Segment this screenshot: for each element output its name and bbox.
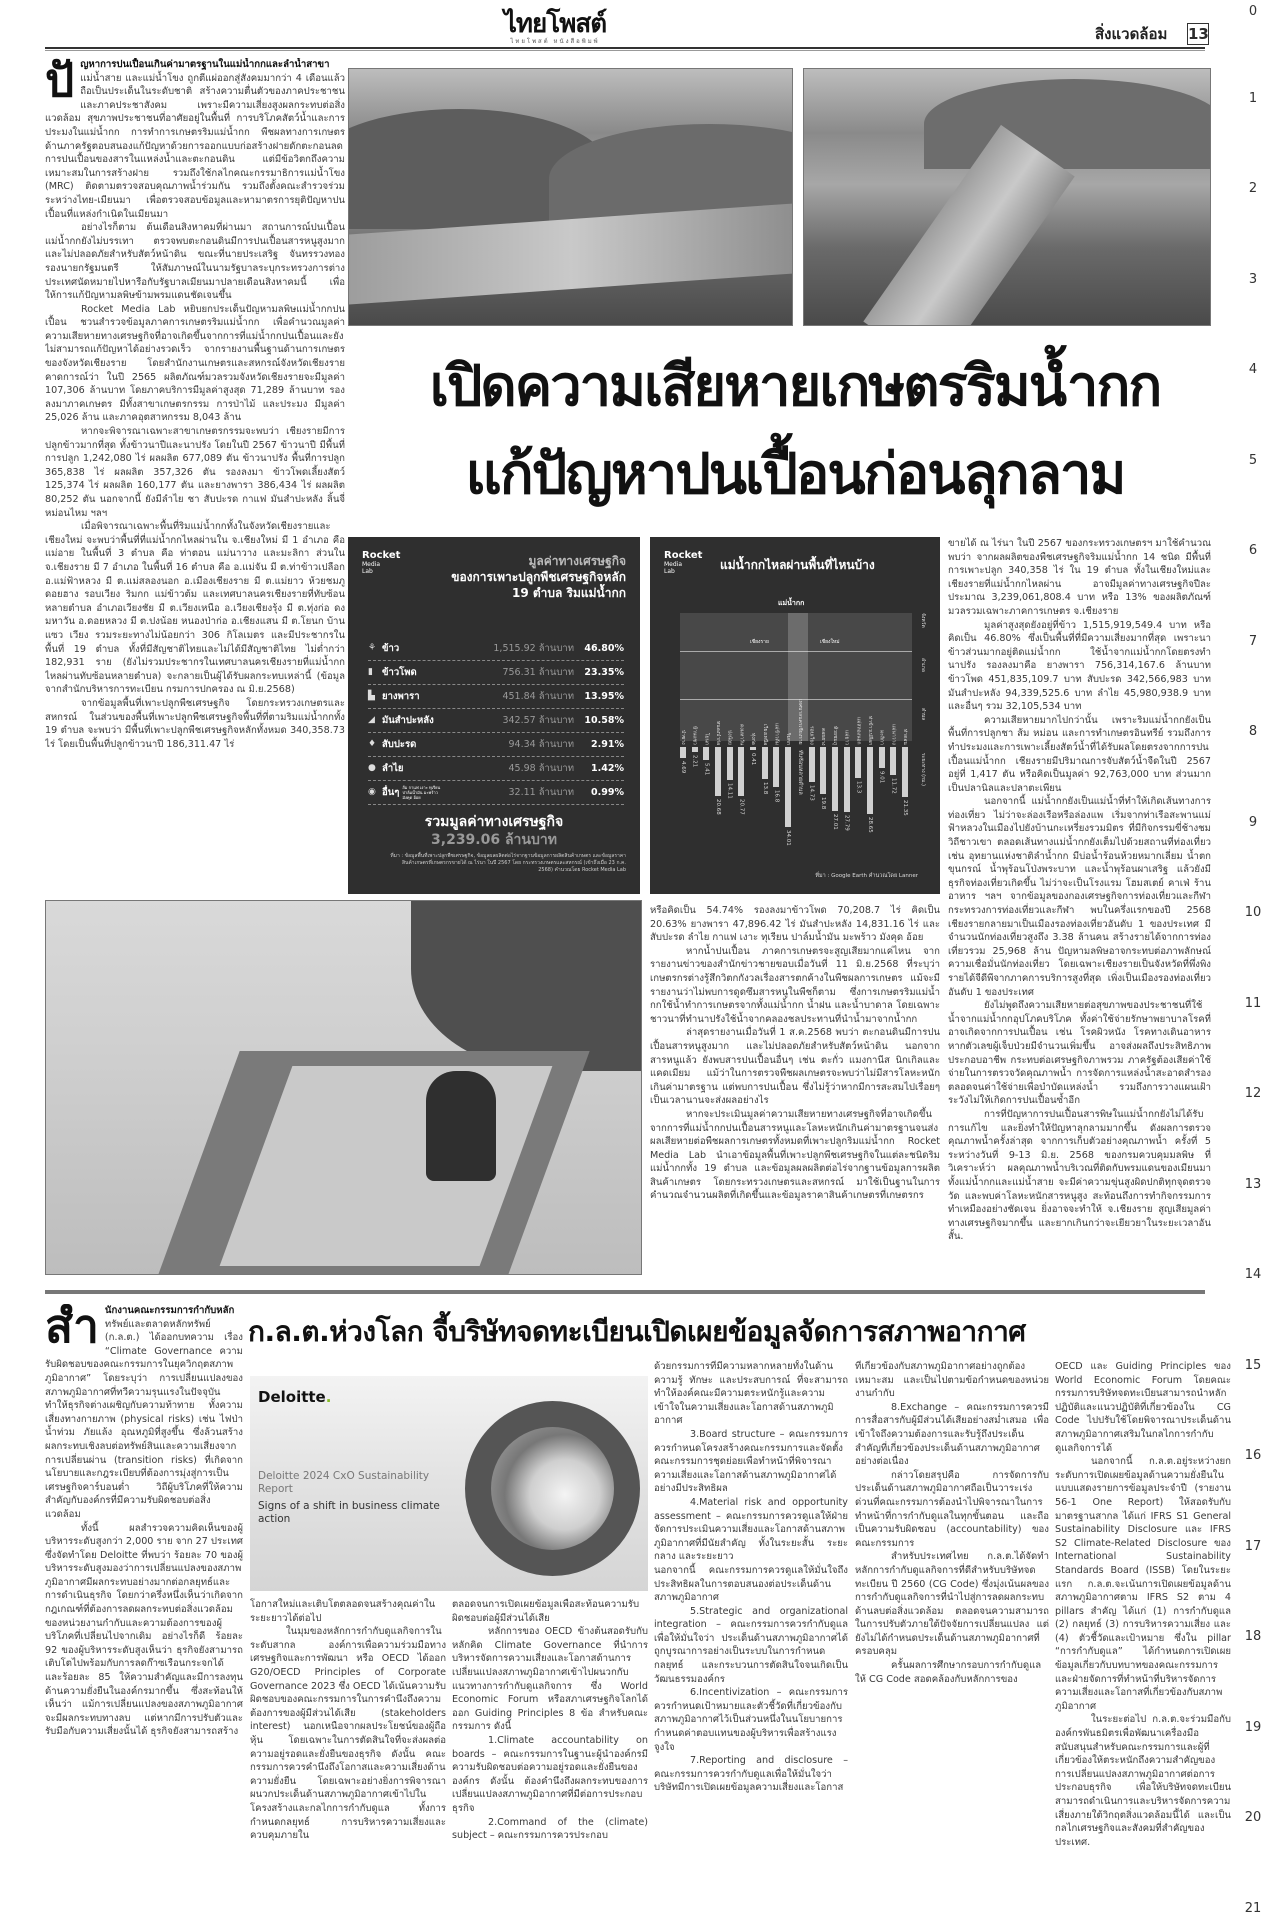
masthead-logo bbox=[400, 0, 710, 46]
paragraph: Rocket Media Lab หยิบยกประเด็นปัญหามลพิษแม่น้ำกกปนเปื้อน ชวนสำรวจข้อมูลภาคการเกษตรริมแม่น้ำกก เพื่อคำนวณมูลค่าความเสียหายทางเศรษฐกิจที่อาจเกิดขึ้นจากการที่แม่น้ำกกปนเปื้อนและยังไม่สามารถแก้ปัญหาได้อย่างรวดเร็ว จากรายงานพื้นฐานด้านการเกษตรของจังหวัดเชียงราย โดยสำนักงานเกษตรและสหกรณ์จังหวัดเชียงราย คาดการณ์ว่า ในปี 2565 ผลิตภัณฑ์มวลรวมจังหวัดเชียงรายจะมีมูลค่า 107,306 ล้านบาท โดยภาคบริการมีมูลค่าสูงสุด 71,289 ล้านบาท รองลงมาภาคเกษตร มีทั้งสาขาเกษตรกรรม การป่าไม้ และประมง มีมูลค่า 25,026 ล้าน และภาคอุตสาหกรรม 8,043 ล้าน bbox=[45, 303, 345, 424]
paragraph: สำหรับประเทศไทย ก.ล.ต.ได้จัดทำหลักการกำกับดูแลกิจการที่ดีสำหรับบริษัทจดทะเบียน ปี 2560 (CG Code) ซึ่งมุ่งเน้นผลของการกำกับดูแลกิจการที่นำไปสู่การลดผลกระทบด้านลบต่อสิ่งแวดล้อม ตลอดจนความสามารถในการปรับตัวภายใต้ปัจจัยการเปลี่ยนแปลง แต่ยังไม่ได้กำหนดประเด็นด้านสภาพภูมิอากาศที่ครอบคลุม bbox=[855, 1551, 1049, 1658]
paragraph: 3.Board structure – คณะกรรมการควรกำหนดโครงสร้างคณะกรรมการและจัดตั้งคณะกรรมการชุดย่อยเพื่อทำหน้าที่พิจารณาความเสี่ยงและโอกาสด้านสภาพภูมิอากาศได้อย่างมีประสิทธิผล bbox=[654, 1428, 848, 1495]
paragraph: ขายได้ ณ ไร่นา ในปี 2567 ของกระทรวงเกษตรฯ มาใช้คำนวณ พบว่า จากผลผลิตของพืชเศรษฐกิจริมแม่น้ำกก 14 ชนิด มีพื้นที่การเพาะปลูก 340,358 ไร่ ใน 19 ตำบล ทั้งในเชียงใหม่และเชียงรายที่แม่น้ำกกไหลผ่าน อาจมีมูลค่าทางเศรษฐกิจปีละประมาณ 3,239,061,808.4 บาท หรือ 13% ของผลิตภัณฑ์มวลรวมเฉพาะภาคการเกษตร จ.เชียงราย bbox=[948, 538, 1211, 617]
ruler-mark: 21 bbox=[1244, 1901, 1262, 1916]
river-valley-photo bbox=[348, 68, 793, 326]
distance-bar bbox=[844, 747, 850, 812]
article2-headline: ก.ล.ต.ห่วงโลก จี้บริษัทจดทะเบียนเปิดเผยข้อมูลจัดการสภาพอากาศ bbox=[248, 1315, 1026, 1348]
distance-bar bbox=[692, 747, 698, 752]
crop-value: 32.11 ล้านบาท bbox=[508, 787, 574, 798]
distance-value: 5.41 bbox=[703, 762, 710, 775]
subdistrict-label: แม่นาวาง bbox=[890, 724, 897, 745]
distance-bar bbox=[809, 747, 815, 782]
axis-label-province: จังหวัด bbox=[920, 613, 926, 628]
article2-column-2 bbox=[250, 1598, 446, 1920]
distance-bar bbox=[867, 747, 873, 814]
crop-value: 756.31 ล้านบาท bbox=[502, 667, 574, 678]
article2-lead: นักงานคณะกรรมการกำกับหลัก bbox=[104, 1305, 235, 1316]
distance-bar bbox=[820, 747, 826, 794]
section-label: สิ่งแวดล้อม bbox=[1095, 25, 1168, 43]
crop-name: ข้าวโพด bbox=[382, 667, 417, 678]
paragraph: หลักการของ OECD ข้างต้นสอดรับกับหลักคิด Climate Governance ที่นำการบริหารจัดการความเสี่ยงและโอกาสด้านการเปลี่ยนแปลงสภาพภูมิอากาศเข้าไปผนวกกับแนวทางการกำกับดูแลกิจการ ซึ่ง World Economic Forum หรือสภาเศรษฐกิจโลกได้ออก Guiding Principles 8 ข้อ สำหรับคณะกรรมการ ดังนี้ bbox=[452, 1626, 648, 1733]
other-icon: ◉ bbox=[368, 787, 376, 797]
article1-headline-line1: เปิดความเสียหายเกษตรริมน้ำกก bbox=[429, 354, 1161, 419]
total-label: รวมมูลค่าทางเศรษฐกิจ bbox=[424, 814, 564, 830]
river-root-label: แม่น้ำกก bbox=[778, 599, 805, 607]
page-number: 13 bbox=[1188, 25, 1209, 43]
subdistrict-label: รอบเวียง bbox=[808, 726, 815, 745]
header-rule bbox=[45, 47, 1205, 51]
longan-icon: ● bbox=[368, 763, 376, 773]
rocket-media-lab-logo: Rocket Media Lab bbox=[362, 550, 401, 575]
paragraph: ความเสียหายมากไปกว่านั้น เพราะริมแม่น้ำกกยังเป็นพื้นที่การปลูกชา ส้ม หม่อน และการทำเกษตรอินทรีย์ รวมถึงการทำประมงและการเพาะเลี้ยงสัตว์น้ำที่ได้รับผลโดยตรงจากการปนเปื้อนแม่น้ำกก เชียงรายมีปริมาณการจับสัตว์น้ำจืดในปี 2567 อยู่ที่ 1,417 ตัน หรือคิดเป็นมูลค่า 92,763,000 บาท ส่วนมากเป็นปลานิลและปลาตะเพียน bbox=[948, 714, 1211, 794]
crop-value: 1,515.92 ล้านบาท bbox=[493, 643, 574, 654]
article1-column-3 bbox=[650, 904, 940, 1282]
subdistrict-label: ป่าซาง bbox=[680, 730, 686, 745]
crop-percent: 2.91% bbox=[591, 739, 624, 750]
subdistrict-label: ดอยฮาง bbox=[820, 727, 827, 745]
crop-value: 45.98 ล้านบาท bbox=[508, 763, 574, 774]
subdistrict-label: ดงมหาวัน bbox=[738, 723, 745, 745]
deloitte-logo: Deloitte. bbox=[258, 1388, 332, 1406]
distance-value: 19.8 bbox=[820, 796, 827, 809]
subdistrict-label: หนองป่าก่อ bbox=[715, 720, 722, 745]
axis-label-distance: ระยะทาง (กม.) bbox=[920, 753, 926, 786]
distance-value: 13.8 bbox=[761, 782, 768, 795]
infographic-title-3: 19 ตำบล ริมแม่น้ำกก bbox=[511, 586, 626, 600]
paragraph: ตลอดจนการเปิดเผยข้อมูลเพื่อสะท้อนความรับผิดชอบต่อผู้มีส่วนได้เสีย bbox=[452, 1599, 640, 1624]
province-label: เชียงราย bbox=[750, 639, 769, 645]
river-town-aerial-photo bbox=[803, 68, 1211, 326]
subdistrict-label: มะลิกา bbox=[878, 730, 885, 745]
ruler-mark: 19 bbox=[1244, 1720, 1262, 1735]
distance-bar bbox=[879, 747, 885, 768]
subdistrict-label: แม่ยาว bbox=[843, 729, 850, 745]
distance-bar bbox=[750, 747, 756, 750]
paragraph: 7.Reporting and disclosure – คณะกรรมการควรกำกับดูแลเพื่อให้มั่นใจว่าบริษัทมีการเปิดเผยข้อมูลความเสี่ยงและโอกาส bbox=[654, 1755, 848, 1794]
paragraph: แม่น้ำสาย และแม่น้ำโขง ถูกตีแผ่ออกสู่สังคมมากว่า 4 เดือนแล้ว ถือเป็นประเด็นในระดับชาติ สร้างความตื่นตัวของภาคประชาชนและภาคประชาสังคม เพราะมีความเสี่ยงสูงผลกระทบต่อสิ่งแวดล้อม สุขภาพประชาชนที่อาศัยอยู่ในพื้นที่ การบริโภคสัตว์น้ำและการประมงในแม่น้ำกก การทำการเกษตรริมแม่น้ำกก พืชผลทางการเกษตร ด้านภาครัฐตอบสนองแก้ปัญหาด้วยการออกแบบก่อสร้างฝายดักตะกอนลดการปนเปื้อนของสารในแหล่งน้ำและตะกอนดิน แต่มีข้อวิตกถึงความเหมาะสมในการสร้างฝาย รวมถึงใช้กลไกคณะกรรมาธิการแม่น้ำโขง (MRC) ติดตามตรวจสอบคุณภาพน้ำร่วมกัน รวมถึงตั้งคณะสำรวจร่วมระหว่างไทย-เมียนมา เพื่อตรวจสอบข้อมูลและหามาตรการยุติปัญหาปนเปื้อนที่แหล่งกำเนิดในเมียนมา bbox=[45, 72, 345, 220]
distance-bar bbox=[832, 747, 838, 811]
distance-bar bbox=[902, 747, 908, 797]
infographic-source: ที่มา : ข้อมูลพื้นที่เพาะปลูกพืชเศรษฐกิจ, ข้อมูลผลผลิตต่อไร่จากฐานข้อมูลการผลิตสินค้าเกษตร และข้อมูลราคาสินค้าเกษตรที่เกษตรกรขายได้ ณ ไร่นา ในปี 2567 โดย กระทรวงเกษตรและสหกรณ์ (เข้าถึงเมื่อ 23 ก.ค. 2568) คำนวณโดย Rocket Media Lab bbox=[390, 853, 626, 873]
crop-name: ยางพารา bbox=[382, 691, 420, 702]
article2-column-2b bbox=[452, 1598, 648, 1920]
paragraph: หากจะประเมินมูลค่าความเสียหายทางเศรษฐกิจที่อาจเกิดขึ้นจากการที่แม่น้ำกกปนเปื้อนสารหนูและโลหะหนักเกินค่ามาตรฐานจนส่งผลเสียหายต่อพืชผลการเกษตรทั้งหมดที่เพาะปลูกริมแม่น้ำกก Rocket Media Lab นำเอาข้อมูลพื้นที่เพาะปลูกพืชเศรษฐกิจในแต่ละชนิดริมแม่น้ำกกทั้ง 19 ตำบล และข้อมูลผลผลิตต่อไร่จากฐานข้อมูลการผลิตสินค้าเกษตร โดยกระทรวงเกษตรและสหกรณ์ มาใช้เป็นฐานในการคำนวณจำนวนผลิตที่เกิดขึ้นและข้อมูลราคาสินค้าเกษตรที่เกษตรกร bbox=[650, 1108, 940, 1202]
ruler-mark: 3 bbox=[1248, 272, 1258, 287]
distance-bar bbox=[680, 747, 686, 758]
crop-percent: 13.95% bbox=[584, 691, 624, 702]
ruler-mark: 11 bbox=[1244, 996, 1262, 1011]
distance-value: ทับซ้อนหลายตำบล bbox=[796, 750, 803, 795]
distance-value: 9.01 bbox=[878, 771, 885, 784]
article1-column-1 bbox=[45, 58, 345, 876]
axis-label-subdistrict: ตำบล bbox=[920, 708, 926, 721]
subdistrict-label: ทุ่งก่อ bbox=[750, 733, 757, 745]
ruler-mark: 7 bbox=[1248, 634, 1258, 649]
paragraph: การที่ปัญหาการปนเปื้อนสารพิษในแม่น้ำกกยังไม่ได้รับการแก้ไข และยิ่งทำให้ปัญหาลุกลามมากขึ้น ดังผลการตรวจคุณภาพน้ำครั้งล่าสุด จากการเก็บตัวอย่างคุณภาพน้ำ ครั้งที่ 5 ระหว่างวันที่ 9-13 มิ.ย. 2568 ของกรมควบคุมมลพิษ ที่วิเคราะห์ว่า ผลคุณภาพน้ำบริเวณที่ติดกับพรมแดนของเมียนมา ทั้งแม่น้ำกกและแม่น้ำสาย จะมีค่าความขุ่นสูงผิดปกติทุกจุดตรวจวัด และพบค่าโลหะหนักสารหนูสูง สะท้อนถึงการทำกิจกรรมการทำเหมืองอย่างชัดเจน ยิ่งอาจจะทำให้ จ.เชียงราย สูญเสียมูลค่าทางเศรษฐกิจมากขึ้น และยากเกินกว่าจะเยียวยาในระยะเวลาอันสั้น. bbox=[948, 1108, 1211, 1243]
distance-value: 11.72 bbox=[890, 777, 897, 794]
distance-bar bbox=[727, 747, 733, 780]
crop-row bbox=[368, 757, 624, 781]
paragraph: นอกจากนี้ คณะกรรมการควรดูแลให้มั่นใจถึงประสิทธิผลในการตอบสนองต่อประเด็นด้านสภาพภูมิอากาศ bbox=[654, 1564, 848, 1604]
paragraph: ทั้งนี้ ผลสำรวจความคิดเห็นของผู้บริหารระดับสูงกว่า 2,000 ราย จาก 27 ประเทศ ซึ่งจัดทำโดย Deloitte ที่พบว่า ร้อยละ 70 ของผู้บริหารระดับสูงมองว่าการเปลี่ยนแปลงของสภาพภูมิอากาศมีผลกระทบอย่างมากต่อกลยุทธ์และการดำเนินธุรกิจ โดยกว่าครึ่งหนึ่งเห็นว่าเกิดจากกฎเกณฑ์ที่ต้องการลดผลกระทบต่อสิ่งแวดล้อมของหน่วยงานกำกับและความต้องการของผู้บริโภคที่เปลี่ยนไปจากเดิม อย่างไรก็ดี ร้อยละ 92 ของผู้บริหารระดับสูงเห็นว่า ธุรกิจยังสามารถเติบโตไปพร้อมกับการลดก๊าซเรือนกระจกได้ และร้อยละ 85 ให้ความสำคัญและมีการลงทุนด้านความยั่งยืนในองค์กรมากขึ้น ซึ่งสะท้อนให้เห็นว่า แม้การเปลี่ยนแปลงของสภาพภูมิอากาศจะมีผลกระทบทางลบ แต่หากมีการปรับตัวและรับมือกับความเสี่ยงนั้นได้ ธุรกิจยังสามารถสร้าง bbox=[45, 1522, 243, 1738]
total-value: 3,239.06 ล้านบาท bbox=[431, 832, 557, 848]
subdistrict-label: ท่าตอน bbox=[902, 729, 908, 745]
tree-ring-illustration bbox=[465, 1401, 640, 1576]
infographic-title-1: มูลค่าทางเศรษฐกิจ bbox=[528, 554, 626, 568]
distance-value: 27.79 bbox=[843, 815, 850, 832]
ruler-mark: 6 bbox=[1248, 543, 1258, 558]
ruler-mark: 12 bbox=[1244, 1086, 1262, 1101]
crop-value: 451.84 ล้านบาท bbox=[502, 691, 574, 702]
crop-row bbox=[368, 661, 624, 685]
crop-value: 94.34 ล้านบาท bbox=[508, 739, 574, 750]
crop-name: ลำไย bbox=[382, 763, 404, 774]
subdistrict-label: เทศบาลนครเชียงราย bbox=[796, 699, 803, 745]
distance-value: 14.73 bbox=[808, 784, 815, 801]
boat-water-sampling-photo bbox=[45, 900, 642, 1275]
province-label: เชียงใหม่ bbox=[820, 639, 840, 645]
dropcap: สำ bbox=[45, 1304, 99, 1353]
report-title: Deloitte 2024 CxO Sustainability Report bbox=[258, 1470, 430, 1495]
paragraph: เมื่อพิจารณาเฉพาะพื้นที่ริมแม่น้ำกกทั้งในจังหวัดเชียงรายและเชียงใหม่ จะพบว่าพื้นที่ที่แม่น้ำกกไหลผ่านใน จ.เชียงใหม่ มี 1 อำเภอ คือแม่อาย ในพื้นที่ 3 ตำบล คือ ท่าตอน แม่นาวาง และมะลิกา ส่วนใน จ.เชียงราย มี 7 อำเภอ ในพื้นที่ 16 ตำบล คือ อ.แม่จัน มี ต.ท่าข้าวเปลือก อ.แม่ฟ้าหลวง มี ต.แม่สลองนอก อ.เมืองเชียงราย มี ต.แม่ยาว ห้วยชมภู ดอยฮาง รอบเวียง ริมกก แม่ข้าวต้ม และเทศบาลนครเชียงรายที่ทับซ้อนหลายตำบล อำเภอเวียงชัย มี ต.เวียงเหนือ อ.เวียงเชียงรุ้ง มี ต.ทุ่งก่อ ดงมหาวัน อ.ดอยหลวง มี ต.ปงน้อย หนองป่าก่อ อ.เชียงแสน มี ต.โยนก บ้านแซว เวียง รวมระยะทางไม่น้อยกว่า 306 กิโลเมตร และมีประชากรในพื้นที่ 19 ตำบล ทั้งที่มีสัญชาติไทยและไม่ได้มีสัญชาติไทย ไม่ต่ำกว่า 182,931 ราย (ยังไม่รวมประชากรในเทศบาลนครเชียงรายที่แม่น้ำกกไหลผ่านทับซ้อนหลายตำบล) จะกลายเป็นผู้ได้รับผลกระทบเหล่านี้ (ข้อมูลจากสำนักบริหารการทะเบียน กรมการปกครอง ณ มิ.ย.2568) bbox=[45, 521, 345, 696]
ruler-mark: 9 bbox=[1248, 815, 1258, 830]
distance-bar bbox=[773, 747, 779, 787]
infographic-title: แม่น้ำกกไหลผ่านพื้นที่ไหนบ้าง bbox=[720, 558, 875, 572]
article1-headline-line2: แก้ปัญหาปนเปื้อนก่อนลุกลาม bbox=[465, 442, 1125, 507]
crop-row bbox=[368, 709, 624, 733]
distance-value: 4.69 bbox=[680, 761, 686, 774]
article2-column-4 bbox=[855, 1360, 1049, 1920]
article2-column-3 bbox=[654, 1360, 848, 1920]
paragraph: ทรัพย์และตลาดหลักทรัพย์ (ก.ล.ต.) ได้ออกบทความ เรื่อง “Climate Governance ความรับผิดชอบของคณะกรรมการในยุควิกฤตสภาพภูมิอากาศ” โดยระบุว่า การเปลี่ยนแปลงของสภาพภูมิอากาศที่ทวีความรุนแรงในปัจจุบันทำให้ธุรกิจต่างเผชิญกับความท้าทาย ทั้งความเสี่ยงทางกายภาพ (physical risks) เช่น ไฟป่า น้ำท่วม ภัยแล้ง อุณหภูมิที่สูงขึ้น ซึ่งล้วนสร้างผลกระทบเชิงลบต่อทรัพย์สินและความเสี่ยงจากการเปลี่ยนผ่าน (transition risks) ที่เกิดจากนโยบายและกฎระเบียบที่ต้องการมุ่งสู่การเป็นเศรษฐกิจคาร์บอนต่ำ วิถีผู้บริโภคที่ให้ความสำคัญกับองค์กรที่มีความรับผิดชอบต่อสิ่งแวดล้อม bbox=[45, 1318, 243, 1520]
dropcap: ปั bbox=[45, 58, 75, 107]
infographic-river-flow bbox=[650, 537, 940, 894]
ruler-mark: 20 bbox=[1244, 1810, 1262, 1825]
distance-value: 21.35 bbox=[902, 800, 908, 816]
paragraph: ในระยะต่อไป ก.ล.ต.จะร่วมมือกับองค์กรพันธมิตรเพื่อพัฒนาเครื่องมือสนับสนุนสำหรับคณะกรรมการและผู้ที่เกี่ยวข้องให้ตระหนักถึงความสำคัญของการเปลี่ยนแปลงสภาพภูมิอากาศต่อการประกอบธุรกิจ เพื่อให้บริษัทจดทะเบียนสามารถดำเนินการและบริหารจัดการความเสี่ยงภายใต้วิกฤตสิ่งแวดล้อมนี้ได้ และเป็นกลไกเศรษฐกิจและสังคมที่สำคัญของประเทศ. bbox=[1055, 1714, 1231, 1848]
distance-bars bbox=[678, 699, 914, 894]
crop-name: ข้าว bbox=[382, 643, 400, 654]
crop-row bbox=[368, 733, 624, 757]
cassava-icon: ◢ bbox=[368, 715, 375, 725]
ruler-mark: 2 bbox=[1248, 181, 1258, 196]
rubber-icon: ▙ bbox=[368, 691, 375, 701]
report-subtitle: Signs of a shift in business climate action bbox=[258, 1500, 440, 1525]
paragraph: โอกาสใหม่และเติบโตตลอดจนสร้างคุณค่าในระยะยาวได้ต่อไป bbox=[250, 1599, 436, 1624]
crop-percent: 10.58% bbox=[584, 715, 624, 726]
crop-name: สับปะรด bbox=[382, 739, 417, 750]
ruler-mark: 16 bbox=[1244, 1448, 1262, 1463]
subdistrict-label: ท่าข้าวเปลือก bbox=[866, 715, 873, 745]
paragraph: ยังไม่พูดถึงความเสียหายต่อสุขภาพของประชาชนที่ใช้น้ำจากแม่น้ำกกอุปโภคบริโภค ทั้งค่าใช้จ่ายรักษาพยาบาลโรคที่อาจเกิดจากการปนเปื้อน เช่น โรคผิวหนัง โรคทางเดินอาหาร หากตัวเลขผู้เจ็บป่วยมีจำนวนเพิ่มขึ้น อาจส่งผลถึงประสิทธิภาพประกอบอาชีพ กระทบต่อเศรษฐกิจภาพรวม ภาครัฐต้องเสียค่าใช้จ่ายในการตรวจวัดคุณภาพน้ำ การจัดการแหล่งน้ำสะอาดสำรอง ตลอดจนค่าใช้จ่ายเพื่อบำบัดแหล่งน้ำ รวมถึงการวางแผนเฝ้าระวังไม่ให้เกิดการปนเปื้อนซ้ำอีก bbox=[948, 1000, 1211, 1107]
paragraph: OECD และ Guiding Principles ของ World Economic Forum โดยคณะกรรมการบริษัทจดทะเบียนสามารถนำหลักปฏิบัติและแนวปฏิบัติที่เกี่ยวข้องใน CG Code ไปปรับใช้โดยพิจารณาประเด็นด้านสภาพภูมิอากาศเสริมในกลไกการกำกับดูแลกิจการได้ bbox=[1055, 1361, 1231, 1454]
crop-name: อื่นๆ ส้ม กาแฟ เงาะ ทุเรียน ปาล์มน้ำมัน มะพร้าว มังคุด อ้อย bbox=[382, 785, 486, 800]
distance-value: 16.8 bbox=[773, 789, 780, 802]
paragraph: 1.Climate accountability on boards – คณะกรรมการในฐานะผู้นำองค์กรมีความรับผิดชอบต่อความอยู่รอดและยั่งยืนขององค์กร ดังนั้น ต้องคำนึงถึงผลกระทบของการเปลี่ยนแปลงสภาพภูมิอากาศที่มีต่อการประกอบธุรกิจ bbox=[452, 1734, 648, 1814]
infographic-source: ที่มา : Google Earth คำนวณโดย Lanner bbox=[815, 873, 918, 879]
axis-label-district: อำเภอ bbox=[920, 658, 926, 672]
rocket-media-lab-logo: Rocket Media Lab bbox=[664, 550, 703, 575]
crop-percent: 1.42% bbox=[591, 763, 624, 774]
paragraph: ด้วยกรรมการที่มีความหลากหลายทั้งในด้านความรู้ ทักษะ และประสบการณ์ ที่จะสามารถทำให้องค์คณะมีความตระหนักรู้และความเข้าใจในความเสี่ยงและโอกาสด้านสภาพภูมิอากาศ bbox=[654, 1361, 848, 1427]
page-ruler bbox=[1238, 0, 1278, 1920]
paragraph: อย่างไรก็ตาม ต้นเดือนสิงหาคมที่ผ่านมา สถานการณ์ปนเปื้อนแม่น้ำกกยังไม่บรรเทา ตรวจพบตะกอนดินมีการปนเปื้อนสารหนูสูงมากและไม่ปลอดภัยสำหรับสัตว์หน้าดิน ขณะที่นายประเสริฐ จันทรรวงทอง รองนายกรัฐมนตรี ให้สัมภาษณ์ในนามรัฐบาลระบุกระทรวงการต่างประเทศนัดหมายไปหารือกับรัฐบาลเมียนมาปลายเดือนสิงหาคมนี้ เพื่อให้การแก้ปัญหามลพิษข้ามพรมแดนชัดเจนขึ้น bbox=[45, 222, 345, 302]
distance-value: 13.3 bbox=[855, 781, 862, 794]
paragraph: 2.Command of the (climate) subject – คณะกรรมการควรประกอบ bbox=[452, 1816, 648, 1842]
ruler-mark: 13 bbox=[1244, 1177, 1262, 1192]
crop-row bbox=[368, 637, 624, 661]
ruler-mark: 8 bbox=[1248, 724, 1258, 739]
paragraph: 4.Material risk and opportunity assessment – คณะกรรมการควรดูแลให้ฝ่ายจัดการประเมินความเสี่ยงและโอกาสด้านสภาพภูมิอากาศที่มีนัยสำคัญ ทั้งในระยะสั้น ระยะกลาง และระยะยาว bbox=[654, 1496, 848, 1563]
crop-percent: 46.80% bbox=[584, 643, 624, 654]
distance-value: 2.21 bbox=[691, 755, 698, 768]
subdistrict-label: โยนก bbox=[703, 732, 710, 745]
rice-icon: ⚘ bbox=[368, 643, 377, 653]
newspaper-tagline: ไทยโพสต์ หนังสือพิมพ์ bbox=[510, 38, 600, 45]
crop-percent: 23.35% bbox=[584, 667, 624, 678]
distance-value: 20.77 bbox=[738, 798, 745, 815]
ruler-mark: 0 bbox=[1248, 4, 1258, 19]
paragraph: นอกจากนี้ ก.ล.ต.อยู่ระหว่างยกระดับการเปิดเผยข้อมูลด้านความยั่งยืนในแบบแสดงรายการข้อมูลประจำปี (รายงาน 56-1 One Report) ให้สอดรับกับมาตรฐานสากล ได้แก่ IFRS S1 General Sustainability Disclosure และ IFRS S2 Climate-Related Disclosure ของ International Sustainability Standards Board (ISSB) โดยในระยะแรก ก.ล.ต.จะเน้นการเปิดเผยข้อมูลด้านสภาพภูมิอากาศตาม IFRS S2 ตาม 4 pillars สำคัญ ได้แก่ (1) การกำกับดูแล (2) กลยุทธ์ (3) การบริหารความเสี่ยง และ (4) ตัวชี้วัดและเป้าหมาย ซึ่งใน pillar “การกำกับดูแล” ได้กำหนดการเปิดเผยข้อมูลเกี่ยวกับบทบาทของคณะกรรมการและฝ่ายจัดการที่ทำหน้าที่บริหารจัดการความเสี่ยงและโอกาสที่เกี่ยวข้องกับสภาพภูมิอากาศ bbox=[1055, 1456, 1231, 1712]
paragraph: นอกจากนี้ แม่น้ำกกยังเป็นแม่น้ำที่ทำให้เกิดเส้นทางการท่องเที่ยว ไม่ว่าจะล่องเรือหรือล่องแพ เริ่มจากท่าเรือสะพานแม่ฟ้าหลวงในเมืองไปยังบ้านกะเหรี่ยงรวมมิตร ที่มีกิจกรรมขี่ช้างชมวิถีชาวเขา ตลอดเส้นทางแม่น้ำกกยังเต็มไปด้วยสถานที่ท่องเที่ยว เช่น อุทยานแห่งชาติลำน้ำกก มีบ่อน้ำร้อนห้วยหมากเลี่ยม น้ำตกขุนกรณ์ น้ำพุร้อนโป่งพระบาท และน้ำพุร้อนผาเสริฐ แล้วยังมีธุรกิจท่องเที่ยวเกิดขึ้น ไม่ว่าจะเป็นโรงแรม โฮมสเตย์ คาเฟ่ ร้านอาหาร ฯลฯ จากข้อมูลของกองเศรษฐกิจการท่องเที่ยวและกีฬา กระทรวงการท่องเที่ยวและกีฬา พบในครึ่งแรกของปี 2568 เชียงรายกลายมาเป็นเมืองรองท่องเที่ยวอันดับ 1 ของประเทศ มีจำนวนนักท่องเที่ยวสูงถึง 3.38 ล้านคน สร้างรายได้จากการท่องเที่ยวรวม 25,968 ล้าน ปัญหามลพิษอาจกระทบต่อภาพลักษณ์ ความเชื่อมั่นนักท่องเที่ยว โดยเฉพาะเชียงรายเป็นจังหวัดที่พึ่งพิงรายได้จีดีพีจากภาคการบริการสูงที่สุด เพิ่งเป็นเมืองรองท่องเที่ยวอันดับ 1 ของประเทศ bbox=[948, 796, 1211, 998]
subdistrict-label: แม่สลองนอก bbox=[855, 717, 862, 745]
subdistrict-label: ห้วยชมภู bbox=[831, 725, 838, 745]
distance-value: 20.68 bbox=[715, 798, 722, 815]
subdistrict-label: เวียงเหนือ bbox=[761, 723, 768, 745]
paragraph: หรือคิดเป็น 54.74% รองลงมาข้าวโพด 70,208.7 ไร่ คิดเป็น 20.63% ยางพารา 47,896.42 ไร่ มันสำปะหลัง 14,831.16 ไร่ และสับปะรด ลำไย กาแฟ เงาะ ทุเรียน ปาล์มน้ำมัน มะพร้าว มังคุด อ้อย bbox=[650, 905, 940, 944]
crop-percent: 0.99% bbox=[591, 787, 624, 798]
distance-bar bbox=[785, 747, 791, 827]
distance-value: 34.01 bbox=[785, 830, 792, 846]
subdistrict-label: ริมกก bbox=[785, 732, 792, 745]
deloitte-report-cover-image bbox=[250, 1376, 648, 1591]
crop-value-table bbox=[368, 637, 624, 805]
paragraph: หากจะพิจารณาเฉพาะสาขาเกษตรกรรมจะพบว่า เชียงรายมีการปลูกข้าวมากที่สุด ทั้งข้าวนาปีและนาปรัง โดยในปี 2567 ข้าวนาปี มีพื้นที่การปลูก 1,242,080 ไร่ ผลผลิต 677,089 ตัน ข้าวนาปรัง พื้นที่การปลูก 365,838 ไร่ ผลผลิต 357,326 ตัน รองลงมา ข้าวโพดเลี้ยงสัตว์ 125,374 ไร่ ผลผลิต 160,177 ตัน และยางพารา 386,434 ไร่ ผลผลิต 80,252 ตัน นอกจากนี้ ยังมีลำไย ชา สับปะรด กาแฟ มันสำปะหลัง ลิ้นจี่ หม่อนไหม ฯลฯ bbox=[45, 426, 345, 519]
paragraph: หากน้ำปนเปื้อน ภาคการเกษตรจะสูญเสียมากแค่ไหน จากรายงานข่าวของสำนักข่าวชายขอบเมื่อวันที่ 11 มิ.ย.2568 ที่ระบุว่า เกษตรกรต่างรู้สึกวิตกกังวลเรื่องสารตกค้างในพืชผลการเกษตร แม้จะมีรายงานว่าไม่พบการดูดซึมสารหนูในพืชก็ตาม ซึ่งการเกษตรริมแม่น้ำกกใช้น้ำทำการเกษตรจากทั้งแม่น้ำกก น้ำฝน และน้ำบาดาล โดยเฉพาะชาวนาที่ทำนาปรังใช้น้ำจากคลองชลประทานที่นำน้ำมาจากน้ำกก bbox=[650, 945, 940, 1025]
paragraph: 8.Exchange – คณะกรรมการควรมีการสื่อสารกับผู้มีส่วนได้เสียอย่างสม่ำเสมอ เพื่อเข้าใจถึงความต้องการและรับรู้ถึงประเด็นสำคัญที่เกี่ยวข้องประเด็นด้านสภาพภูมิอากาศอย่างต่อเนื่อง bbox=[855, 1401, 1049, 1468]
distance-bar bbox=[738, 747, 744, 796]
infographic-economic-value bbox=[348, 537, 640, 894]
distance-value: 0.41 bbox=[750, 753, 757, 766]
section-divider bbox=[45, 1290, 1205, 1294]
ruler-mark: 10 bbox=[1244, 905, 1262, 920]
paragraph: 6.Incentivization – คณะกรรมการควรกำหนดเป้าหมายและตัวชี้วัดที่เกี่ยวข้องกับสภาพภูมิอากาศไว้เป็นส่วนหนึ่งในนโยบายการกำหนดค่าตอบแทนของผู้บริหารเพื่อสร้างแรงจูงใจ bbox=[654, 1687, 848, 1753]
paragraph: ที่เกี่ยวข้องกับสภาพภูมิอากาศอย่างถูกต้อง เหมาะสม และเป็นไปตามข้อกำหนดของหน่วยงานกำกับ bbox=[855, 1361, 1049, 1400]
distance-bar bbox=[855, 747, 861, 778]
distance-bar bbox=[890, 747, 896, 775]
paragraph: กล่าวโดยสรุปคือ การจัดการกับประเด็นด้านสภาพภูมิอากาศถือเป็นวาระเร่งด่วนที่คณะกรรมการต้องนำไปพิจารณาในการทำหน้าที่การกำกับดูแลในทุกขั้นตอน และถือเป็นความรับผิดชอบ (accountability) ของคณะกรรมการ bbox=[855, 1469, 1049, 1549]
paragraph: ครั้นผลการศึกษากรอบการกำกับดูแลให้ CG Code สอดคล้องกับหลักการของ bbox=[855, 1660, 1042, 1685]
crop-row bbox=[368, 781, 624, 805]
article1-column-4 bbox=[948, 537, 1211, 1282]
newspaper-name: ไทยโพสต์ bbox=[503, 9, 607, 39]
paragraph: ล่าสุดรายงานเมื่อวันที่ 1 ส.ค.2568 พบว่า ตะกอนดินมีการปนเปื้อนสารหนูสูงมาก และไม่ปลอดภัยสำหรับสัตว์หน้าดิน นอกจากสารหนูแล้ว ยังพบสารปนเปื้อนอื่นๆ เช่น ตะกั่ว แมงกานีส นิกเกิลและแคดเมียม แม้ว่าในการตรวจพืชผลเกษตรจะพบว่าไม่มีสารโลหะหนักเกินค่ามาตรฐาน แต่พบการปนเปื้อน ซึ่งไม่รู้ว่าหากมีการสะสมไปเรื่อยๆ เป็นเวลานานจะส่งผลอย่างไร bbox=[650, 1027, 940, 1107]
ruler-mark: 17 bbox=[1244, 1539, 1262, 1554]
crop-value: 342.57 ล้านบาท bbox=[502, 715, 574, 726]
ruler-mark: 15 bbox=[1244, 1358, 1262, 1373]
distance-value: 28.65 bbox=[866, 817, 873, 834]
crop-note: ส้ม กาแฟ เงาะ ทุเรียน ปาล์มน้ำมัน มะพร้าว มังคุด อ้อย bbox=[402, 785, 441, 800]
subdistrict-label: ปงน้อย bbox=[726, 730, 733, 745]
article2-column-5 bbox=[1055, 1360, 1231, 1920]
crop-row bbox=[368, 685, 624, 709]
crop-name: มันสำปะหลัง bbox=[382, 715, 434, 726]
distance-value: 27.01 bbox=[831, 813, 838, 830]
subdistrict-label: แม่ข้าวต้ม bbox=[773, 722, 780, 745]
subdistrict-label: บ้านแซว bbox=[691, 726, 698, 745]
distance-bar bbox=[715, 747, 721, 796]
ruler-mark: 18 bbox=[1244, 1629, 1262, 1644]
distance-bar bbox=[762, 747, 768, 779]
article2-column-1 bbox=[45, 1304, 243, 1920]
distance-bar bbox=[703, 747, 709, 760]
infographic-title-2: ของการเพาะปลูกพืชเศรษฐกิจหลัก bbox=[451, 570, 626, 584]
ruler-mark: 14 bbox=[1244, 1267, 1262, 1282]
ruler-mark: 5 bbox=[1248, 453, 1258, 468]
paragraph: จากข้อมูลพื้นที่เพาะปลูกพืชเศรษฐกิจ โดยกระทรวงเกษตรและสหกรณ์ ในส่วนของพื้นที่เพาะปลูกพืชเศรษฐกิจพื้นที่ที่ตามริมแม่น้ำกกทั้ง 19 ตำบล จะพบว่า มีพื้นที่เพาะปลูกพืชเศรษฐกิจหลักทั้งหมด 340,358.73 ไร่ โดยเป็นพื้นที่ปลูกข้าวนาปี 186,311.47 ไร่ bbox=[45, 697, 345, 750]
corn-icon: ▮ bbox=[368, 667, 373, 677]
article1-lead: ญหาการปนเปื้อนเกินค่ามาตรฐานในแม่น้ำกกและลำน้ำสาขา bbox=[80, 59, 330, 70]
paragraph: ในมุมของหลักการกำกับดูแลกิจการในระดับสากล องค์การเพื่อความร่วมมือทางเศรษฐกิจและการพัฒนา หรือ OECD ได้ออก G20/OECD Principles of Corporate Governance 2023 ซึ่ง OECD ได้เน้นความรับผิดชอบของคณะกรรมการในการคำนึงถึงความต้องการของผู้มีส่วนได้เสีย (stakeholders interest) นอกเหนือจากผลประโยชน์ของผู้ถือหุ้น โดยเฉพาะในการตัดสินใจที่จะส่งผลต่อความอยู่รอดและยั่งยืนของธุรกิจ ดังนั้น คณะกรรมการควรคำนึงถึงโอกาสและความเสี่ยงด้านความยั่งยืน โดยเฉพาะอย่างยิ่งการพิจารณาผนวกประเด็นด้านสภาพภูมิอากาศเข้าไปในโครงสร้างและกลไกการกำกับดูแล ทั้งการกำหนดกลยุทธ์ การบริหารความเสี่ยงและควบคุมภายใน bbox=[250, 1626, 446, 1842]
distance-value: 14.11 bbox=[726, 783, 733, 799]
ruler-mark: 4 bbox=[1248, 362, 1258, 377]
pineapple-icon: ♦ bbox=[368, 739, 377, 749]
paragraph: มูลค่าสูงสุดยังอยู่ที่ข้าว 1,515,919,549.4 บาท หรือคิดเป็น 46.80% ซึ่งเป็นพื้นที่ที่มีความเสี่ยงมากที่สุด เพราะนาข้าวส่วนมากอยู่ติดแม่น้ำกก ใช้น้ำจากแม่น้ำกกโดยตรงทำนาปรัง รองลงมาคือ ยางพารา 756,314,167.6 ล้านบาท ข้าวโพด 451,835,109.7 บาท สับปะรด 342,566,983 บาท มันสำปะหลัง 94,339,525.6 บาท ลำไย 45,980,938.9 บาท และอื่นๆ รวม 32,105,534 บาท bbox=[948, 619, 1211, 713]
ruler-mark: 1 bbox=[1248, 91, 1258, 106]
paragraph: 5.Strategic and organizational integration – คณะกรรมการควรกำกับดูแลเพื่อให้มั่นใจว่า ประเด็นด้านสภาพภูมิอากาศได้ถูกบูรณาการอย่างเป็นระบบในการกำหนดกลยุทธ์ และกระบวนการตัดสินใจจนเกิดเป็นวัฒนธรรมองค์กร bbox=[654, 1605, 848, 1685]
